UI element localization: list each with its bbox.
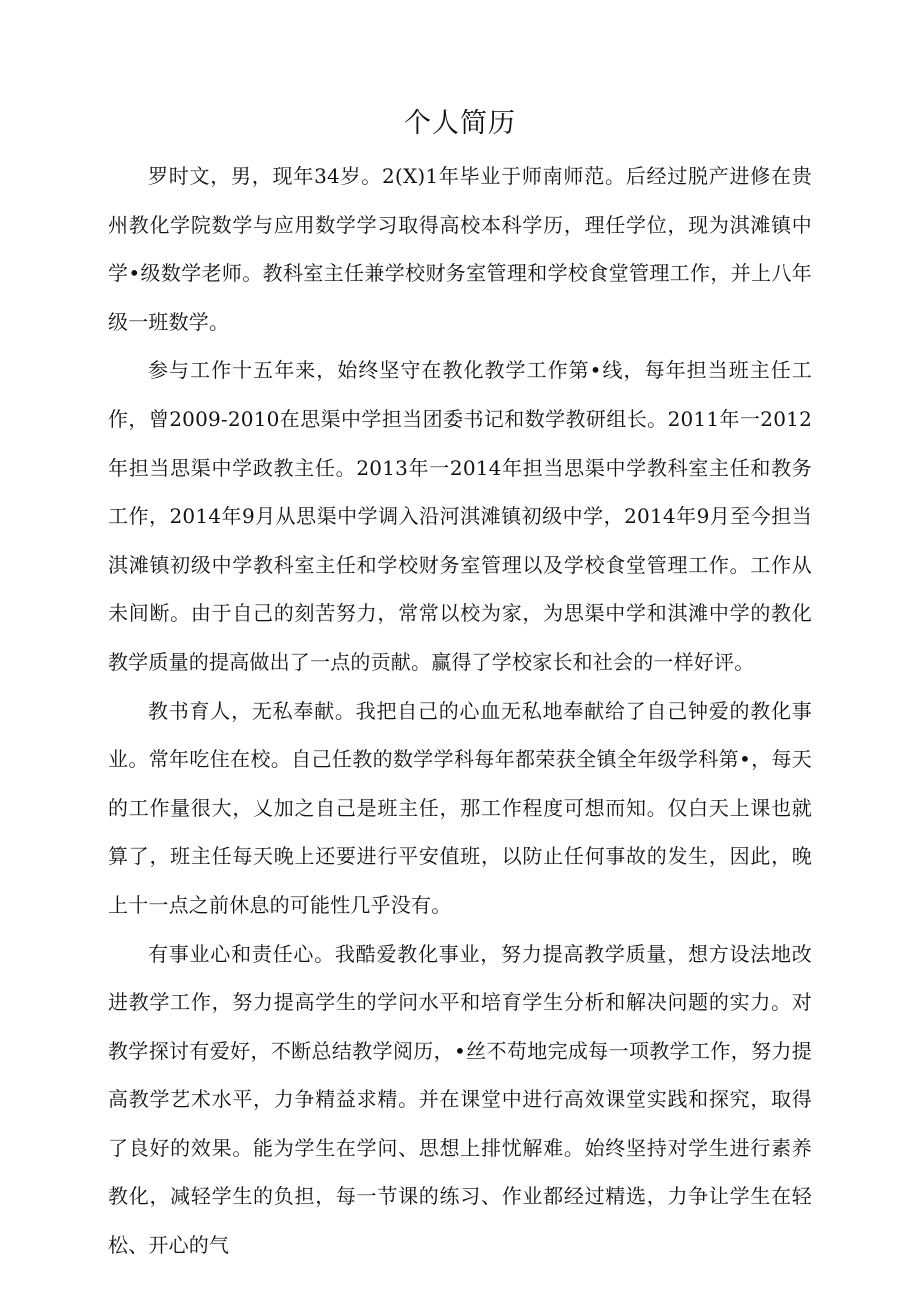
paragraph-responsibility: 有事业心和责任心。我酷爱教化事业，努力提高教学质量，想方设法地改进教学工作，努力提高学生的学问水平和培育学生分析和解决问题的实力。对教学探讨有爱好，不断总结教学阅历，•丝不苟地完成每一项教学工作，努力提高教学艺术水平，力争精益求精。并在课堂中进行高效课堂实践和探究，取得了良好的效果。能为学生在学问、思想上排忧解难。始终坚持对学生进行素养教化，减轻学生的负担，每一节课的练习、作业都经过精选，力争让学生在轻松、开心的气 — [108, 941, 812, 1258]
document-title: 个人简历 — [404, 108, 516, 139]
paragraph-dedication: 教书育人，无私奉献。我把自己的心血无私地奉献给了自己钟爱的教化事业。常年吃住在校。自己任教的数学学科每年都荣获全镇全年级学科第•，每天的工作量很大，乂加之自己是班主任，那工作程度可想而知。仅白天上课也就算了，班主任每天晚上还要进行平安值班，以防止任何事故的发生，因此，晚上十一点之前休息的可能性几乎没有。 — [108, 698, 812, 917]
document-body — [108, 152, 812, 1270]
paragraph-work-history: 参与工作十五年来，始终坚守在教化教学工作第•线，每年担当班主任工作，曾2009-2010在思渠中学担当团委书记和数学教研组长。2011年一2012年担当思渠中学政教主任。2013年一2014年担当思渠中学教科室主任和教务工作，2014年9月从思渠中学调入沿河淇滩镇初级中学，2014年9月至今担当淇滩镇初级中学教科室主任和学校财务室管理以及学校食堂管理工作。工作从未间断。由于自己的刻苦努力，常常以校为家，为思渠中学和淇滩中学的教化教学质量的提高做出了一点的贡献。赢得了学校家长和社会的一样好评。 — [108, 358, 812, 674]
paragraph-personal-info: 罗时文，男，现年34岁。2(X)1年毕业于师南师范。后经过脱产进修在贵州教化学院数学与应用数学学习取得高校本科学历，理任学位，现为淇滩镇中学•级数学老师。教科室主任兼学校财务室管理和学校食堂管理工作，并上八年级一班数学。 — [108, 164, 812, 334]
